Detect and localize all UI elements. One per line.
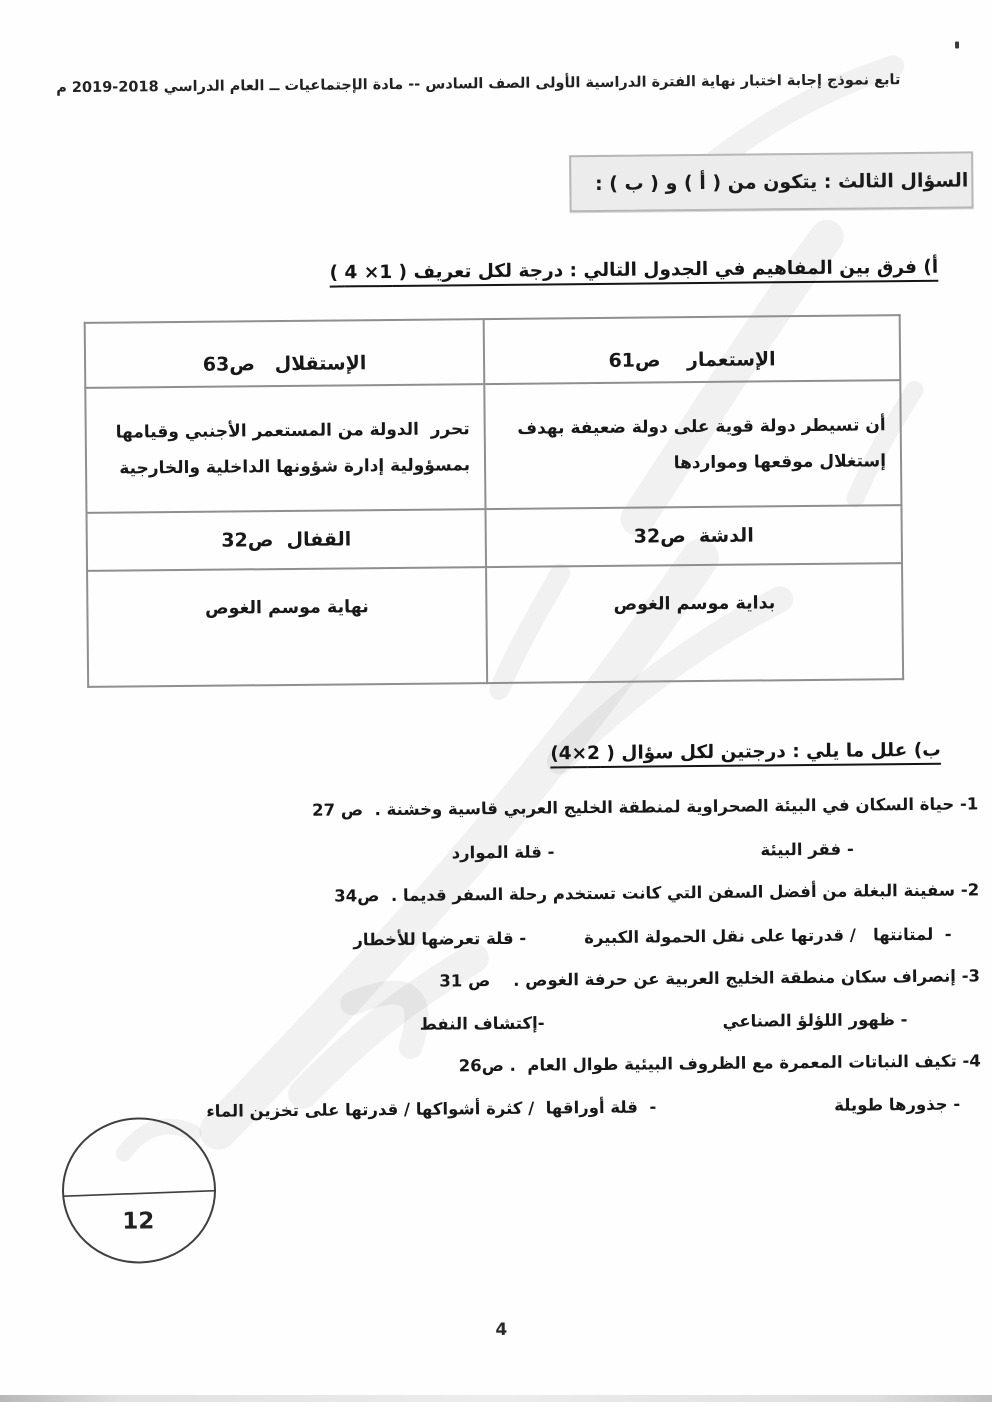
concept-table: [84, 314, 902, 688]
total-marks-circle: [57, 1111, 221, 1271]
answer-row-2: [353, 925, 951, 950]
table-row: [85, 380, 901, 513]
question-2: 2- سفينة البغلة من أفضل السفن التي كانت تستخدم رحلة السفر قديما . ص34: [334, 880, 980, 906]
table-row: [87, 563, 903, 687]
page-header-text: تابع نموذج إجابة اختبار نهاية الفترة الدراسية الأولى الصف السادس -- مادة الإجتماعيات ــ العام الدراسي 2018-2019 م: [56, 72, 901, 97]
answer-1-second: - قلة الموارد: [451, 842, 555, 863]
answer-4-second: - قلة أوراقها / كثرة أشواكها / قدرتها على تخزين الماء: [206, 1097, 657, 1121]
table-cell-term-colonialism: الإستعمار ص61: [484, 315, 901, 384]
scan-speck: [955, 42, 959, 49]
table-cell-def-qeffal: نهاية موسم الغوص: [87, 567, 487, 687]
answer-row-4: [206, 1095, 960, 1121]
answer-3-first: - ظهور اللؤلؤ الصناعي: [722, 1010, 908, 1031]
total-marks-value: 12: [122, 1208, 155, 1235]
question-1: 1- حياة السكان في البيئة الصحراوية لمنطقة الخليج العربي قاسية وخشنة . ص 27: [312, 794, 979, 820]
answer-2-first: - لمتانتها / قدرتها على نقل الحمولة الكبيرة: [584, 924, 952, 948]
table-cell-def-dasha: بداية موسم الغوص: [486, 563, 903, 683]
answer-row-3: [420, 1010, 908, 1034]
table-row: [87, 505, 903, 571]
answer-2-second: - قلة تعرضها للأخطار: [353, 928, 527, 950]
section-a-heading: أ) فرق بين المفاهيم في الجدول التالي : درجة لكل تعريف ( 1× 4 ): [329, 256, 939, 284]
question-title-text: السؤال الثالث : يتكون من ( أ ) و ( ب ) :: [594, 168, 969, 195]
answer-row-1: [452, 840, 854, 863]
table-cell-def-independence: تحرر الدولة من المستعمر الأجنبي وقيامها بمسؤولية إدارة شؤونها الداخلية والخارجية: [85, 384, 485, 513]
table-cell-term-dasha: الدشة ص32: [485, 505, 902, 567]
table-cell-term-independence: الإستقلال ص63: [85, 319, 485, 388]
section-b-heading: ب) علل ما يلي : درجتين لكل سؤال ( 2×4): [550, 739, 941, 765]
scan-bottom-edge: [0, 1395, 992, 1402]
answer-1-first: - فقر البيئة: [760, 839, 854, 860]
answer-3-second: -إكتشاف النفط: [419, 1013, 545, 1034]
table-cell-def-colonialism: أن تسيطر دولة قوية على دولة ضعيفة بهدف إستغلال موقعها ومواردها: [484, 380, 901, 509]
question-title-box: [569, 151, 974, 212]
page-number: 4: [495, 1319, 508, 1341]
question-3: 3- إنصراف سكان منطقة الخليج العربية عن حرفة الغوص . ص 31: [439, 966, 981, 991]
answer-4-first: - جذورها طويلة: [834, 1094, 961, 1115]
question-4: 4- تكيف النباتات المعمرة مع الظروف البيئية طوال العام . ص26: [458, 1051, 981, 1076]
table-row: [85, 315, 901, 388]
table-cell-term-qeffal: القفال ص32: [87, 509, 487, 571]
